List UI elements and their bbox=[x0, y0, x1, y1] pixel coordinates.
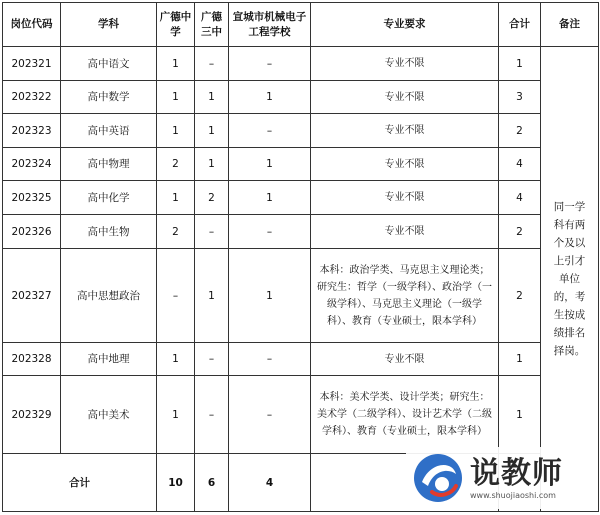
header-subject: 学科 bbox=[61, 3, 157, 47]
table-row bbox=[3, 215, 599, 249]
cell-subject: 高中化学 bbox=[61, 181, 157, 215]
cell-total: 1 bbox=[499, 343, 541, 376]
cell-code: 202322 bbox=[3, 81, 61, 114]
cell-requirement: 专业不限 bbox=[311, 148, 499, 181]
cell-gd-three: – bbox=[195, 215, 229, 249]
logo-icon bbox=[412, 452, 464, 504]
watermark-url: www.shuojiaoshi.com bbox=[470, 490, 556, 500]
header-row bbox=[3, 3, 599, 47]
total-xc-school: 4 bbox=[229, 454, 311, 512]
header-total: 合计 bbox=[499, 3, 541, 47]
cell-code: 202325 bbox=[3, 181, 61, 215]
cell-total: 2 bbox=[499, 114, 541, 148]
cell-subject: 高中地理 bbox=[61, 343, 157, 376]
cell-gd-high: 2 bbox=[157, 148, 195, 181]
cell-xc-school: – bbox=[229, 114, 311, 148]
cell-code: 202329 bbox=[3, 376, 61, 454]
note-cell: 同一学科有两个及以上引才单位的，考生按成绩排名择岗。 bbox=[541, 47, 599, 512]
table-row bbox=[3, 81, 599, 114]
cell-total: 1 bbox=[499, 47, 541, 81]
cell-xc-school: – bbox=[229, 376, 311, 454]
cell-xc-school: 1 bbox=[229, 148, 311, 181]
cell-total: 1 bbox=[499, 376, 541, 454]
cell-code: 202321 bbox=[3, 47, 61, 81]
cell-code: 202327 bbox=[3, 249, 61, 343]
cell-gd-high: 1 bbox=[157, 114, 195, 148]
table-row bbox=[3, 148, 599, 181]
cell-gd-three: 1 bbox=[195, 81, 229, 114]
cell-subject: 高中语文 bbox=[61, 47, 157, 81]
cell-gd-high: 1 bbox=[157, 343, 195, 376]
cell-total: 2 bbox=[499, 215, 541, 249]
cell-subject: 高中生物 bbox=[61, 215, 157, 249]
cell-subject: 高中思想政治 bbox=[61, 249, 157, 343]
cell-gd-high: 1 bbox=[157, 376, 195, 454]
cell-code: 202326 bbox=[3, 215, 61, 249]
cell-gd-three: – bbox=[195, 47, 229, 81]
cell-gd-three: 2 bbox=[195, 181, 229, 215]
cell-gd-high: 2 bbox=[157, 215, 195, 249]
cell-gd-three: 1 bbox=[195, 148, 229, 181]
table-row bbox=[3, 181, 599, 215]
cell-subject: 高中数学 bbox=[61, 81, 157, 114]
header-requirement: 专业要求 bbox=[311, 3, 499, 47]
total-gd-high: 10 bbox=[157, 454, 195, 512]
cell-total: 3 bbox=[499, 81, 541, 114]
cell-subject: 高中美术 bbox=[61, 376, 157, 454]
cell-xc-school: 1 bbox=[229, 249, 311, 343]
cell-requirement: 专业不限 bbox=[311, 343, 499, 376]
cell-xc-school: 1 bbox=[229, 181, 311, 215]
recruitment-table bbox=[2, 2, 599, 512]
table-row bbox=[3, 249, 599, 343]
cell-gd-three: – bbox=[195, 376, 229, 454]
cell-total: 4 bbox=[499, 181, 541, 215]
cell-xc-school: 1 bbox=[229, 81, 311, 114]
cell-code: 202324 bbox=[3, 148, 61, 181]
cell-gd-high: – bbox=[157, 249, 195, 343]
watermark-logo bbox=[406, 447, 586, 509]
cell-subject: 高中英语 bbox=[61, 114, 157, 148]
watermark-text: 说教师 bbox=[470, 455, 563, 491]
cell-code: 202328 bbox=[3, 343, 61, 376]
header-note: 备注 bbox=[541, 3, 599, 47]
total-label: 合计 bbox=[3, 454, 157, 512]
cell-subject: 高中物理 bbox=[61, 148, 157, 181]
table-row bbox=[3, 343, 599, 376]
cell-xc-school: – bbox=[229, 215, 311, 249]
cell-xc-school: – bbox=[229, 343, 311, 376]
cell-requirement: 专业不限 bbox=[311, 47, 499, 81]
cell-total: 4 bbox=[499, 148, 541, 181]
cell-requirement: 本科：政治学类、马克思主义理论类；研究生：哲学（一级学科）、政治学（一级学科）、马克思主义理论（一级学科）、教育（专业硕士，限本学科） bbox=[311, 249, 499, 343]
cell-total: 2 bbox=[499, 249, 541, 343]
cell-gd-high: 1 bbox=[157, 47, 195, 81]
cell-requirement: 专业不限 bbox=[311, 181, 499, 215]
header-gd-three: 广德三中 bbox=[195, 3, 229, 47]
total-gd-three: 6 bbox=[195, 454, 229, 512]
header-gd-high: 广德中学 bbox=[157, 3, 195, 47]
header-xc-school: 宣城市机械电子工程学校 bbox=[229, 3, 311, 47]
cell-requirement: 本科：美术学类、设计学类；研究生：美术学（二级学科）、设计艺术学（二级学科）、教育（专业硕士，限本学科） bbox=[311, 376, 499, 454]
cell-gd-three: 1 bbox=[195, 114, 229, 148]
cell-gd-high: 1 bbox=[157, 181, 195, 215]
cell-requirement: 专业不限 bbox=[311, 114, 499, 148]
cell-gd-three: 1 bbox=[195, 249, 229, 343]
header-code: 岗位代码 bbox=[3, 3, 61, 47]
cell-xc-school: – bbox=[229, 47, 311, 81]
cell-requirement: 专业不限 bbox=[311, 215, 499, 249]
cell-requirement: 专业不限 bbox=[311, 81, 499, 114]
cell-code: 202323 bbox=[3, 114, 61, 148]
table-row bbox=[3, 47, 599, 81]
cell-gd-three: – bbox=[195, 343, 229, 376]
cell-gd-high: 1 bbox=[157, 81, 195, 114]
table-row bbox=[3, 114, 599, 148]
table-row bbox=[3, 376, 599, 454]
